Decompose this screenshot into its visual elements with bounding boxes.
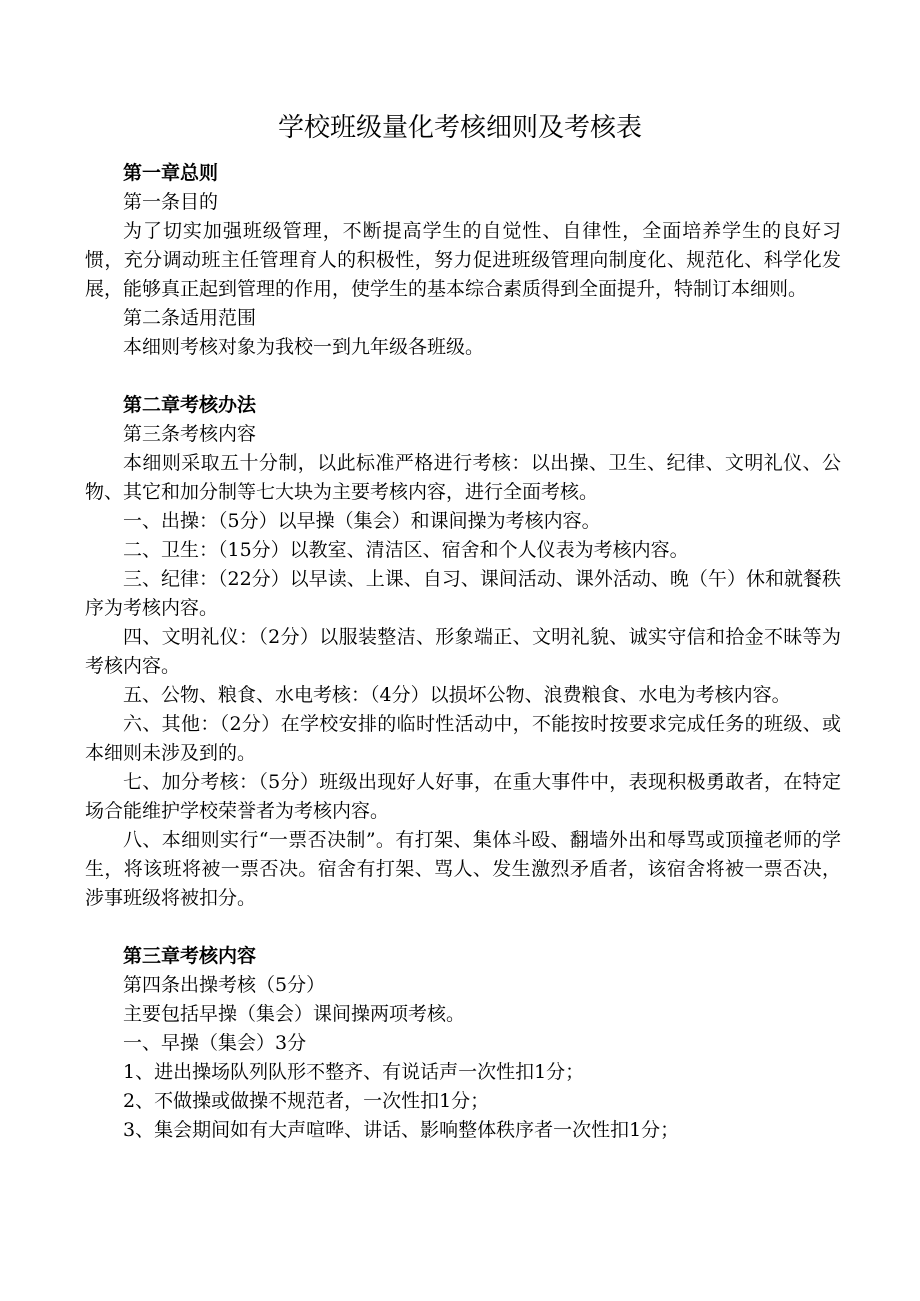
chapter-1-heading: 第一章总则 <box>123 162 219 184</box>
assessment-item-3: 三、纪律：（22分）以早读、上课、自习、课间活动、课外活动、晚（午）休和就餐秩序为考核内容。 <box>85 568 841 619</box>
assessment-item-5: 五、公物、粮食、水电考核：（4分）以损坏公物、浪费粮食、水电为考核内容。 <box>123 684 791 706</box>
morning-exercise-title: 一、早操（集会）3分 <box>123 1032 307 1054</box>
assessment-item-4: 四、文明礼仪：（2分）以服装整洁、形象端正、文明礼貌、诚实守信和拾金不昧等为考核内容。 <box>85 626 841 677</box>
article-3-intro: 本细则采取五十分制，以此标准严格进行考核：以出操、卫生、纪律、文明礼仪、公物、其它和加分制等七大块为主要考核内容，进行全面考核。 <box>85 452 841 503</box>
section-spacer <box>85 913 841 942</box>
article-1-text: 为了切实加强班级管理，不断提高学生的自觉性、自律性，全面培养学生的良好习惯，充分调动班主任管理育人的积极性，努力促进班级管理向制度化、规范化、科学化发展，能够真正起到管理的作用，使学生的基本综合素质得到全面提升，特制订本细则。 <box>85 220 841 300</box>
assessment-item-2: 二、卫生：（15分）以教室、清洁区、宿舍和个人仪表为考核内容。 <box>123 539 689 561</box>
assessment-item-6: 六、其他：（2分）在学校安排的临时性活动中，不能按时按要求完成任务的班级、或本细则未涉及到的。 <box>85 713 841 764</box>
article-4-intro: 主要包括早操（集会）课间操两项考核。 <box>123 1003 466 1025</box>
morning-rule-1: 1、进出操场队列队形不整齐、有说话声一次性扣1分； <box>123 1061 585 1083</box>
document-title: 学校班级量化考核细则及考核表 <box>277 113 642 143</box>
assessment-item-7: 七、加分考核：（5分）班级出现好人好事，在重大事件中，表现积极勇敢者，在特定场合能维护学校荣誉者为考核内容。 <box>85 771 841 822</box>
article-4-title: 第四条出操考核（5分） <box>123 974 326 996</box>
morning-rule-2: 2、不做操或做操不规范者，一次性扣1分； <box>123 1090 490 1112</box>
article-2-title: 第二条适用范围 <box>123 307 257 329</box>
chapter-2-heading: 第二章考核办法 <box>123 394 257 416</box>
article-3-title: 第三条考核内容 <box>123 423 257 445</box>
morning-rule-3: 3、集会期间如有大声喧哗、讲话、影响整体秩序者一次性扣1分； <box>123 1119 680 1141</box>
section-spacer <box>85 362 841 391</box>
article-2-text: 本细则考核对象为我校一到九年级各班级。 <box>123 336 485 358</box>
assessment-item-1: 一、出操：（5分）以早操（集会）和课间操为考核内容。 <box>123 510 601 532</box>
document-body <box>85 159 841 1145</box>
chapter-3-heading: 第三章考核内容 <box>123 945 257 967</box>
article-1-title: 第一条目的 <box>123 191 219 213</box>
assessment-item-8: 八、本细则实行“一票否决制”。有打架、集体斗殴、翻墙外出和辱骂或顶撞老师的学生，将该班将被一票否决。宿舍有打架、骂人、发生激烈矛盾者，该宿舍将被一票否决，涉事班级将被扣分。 <box>85 829 841 909</box>
